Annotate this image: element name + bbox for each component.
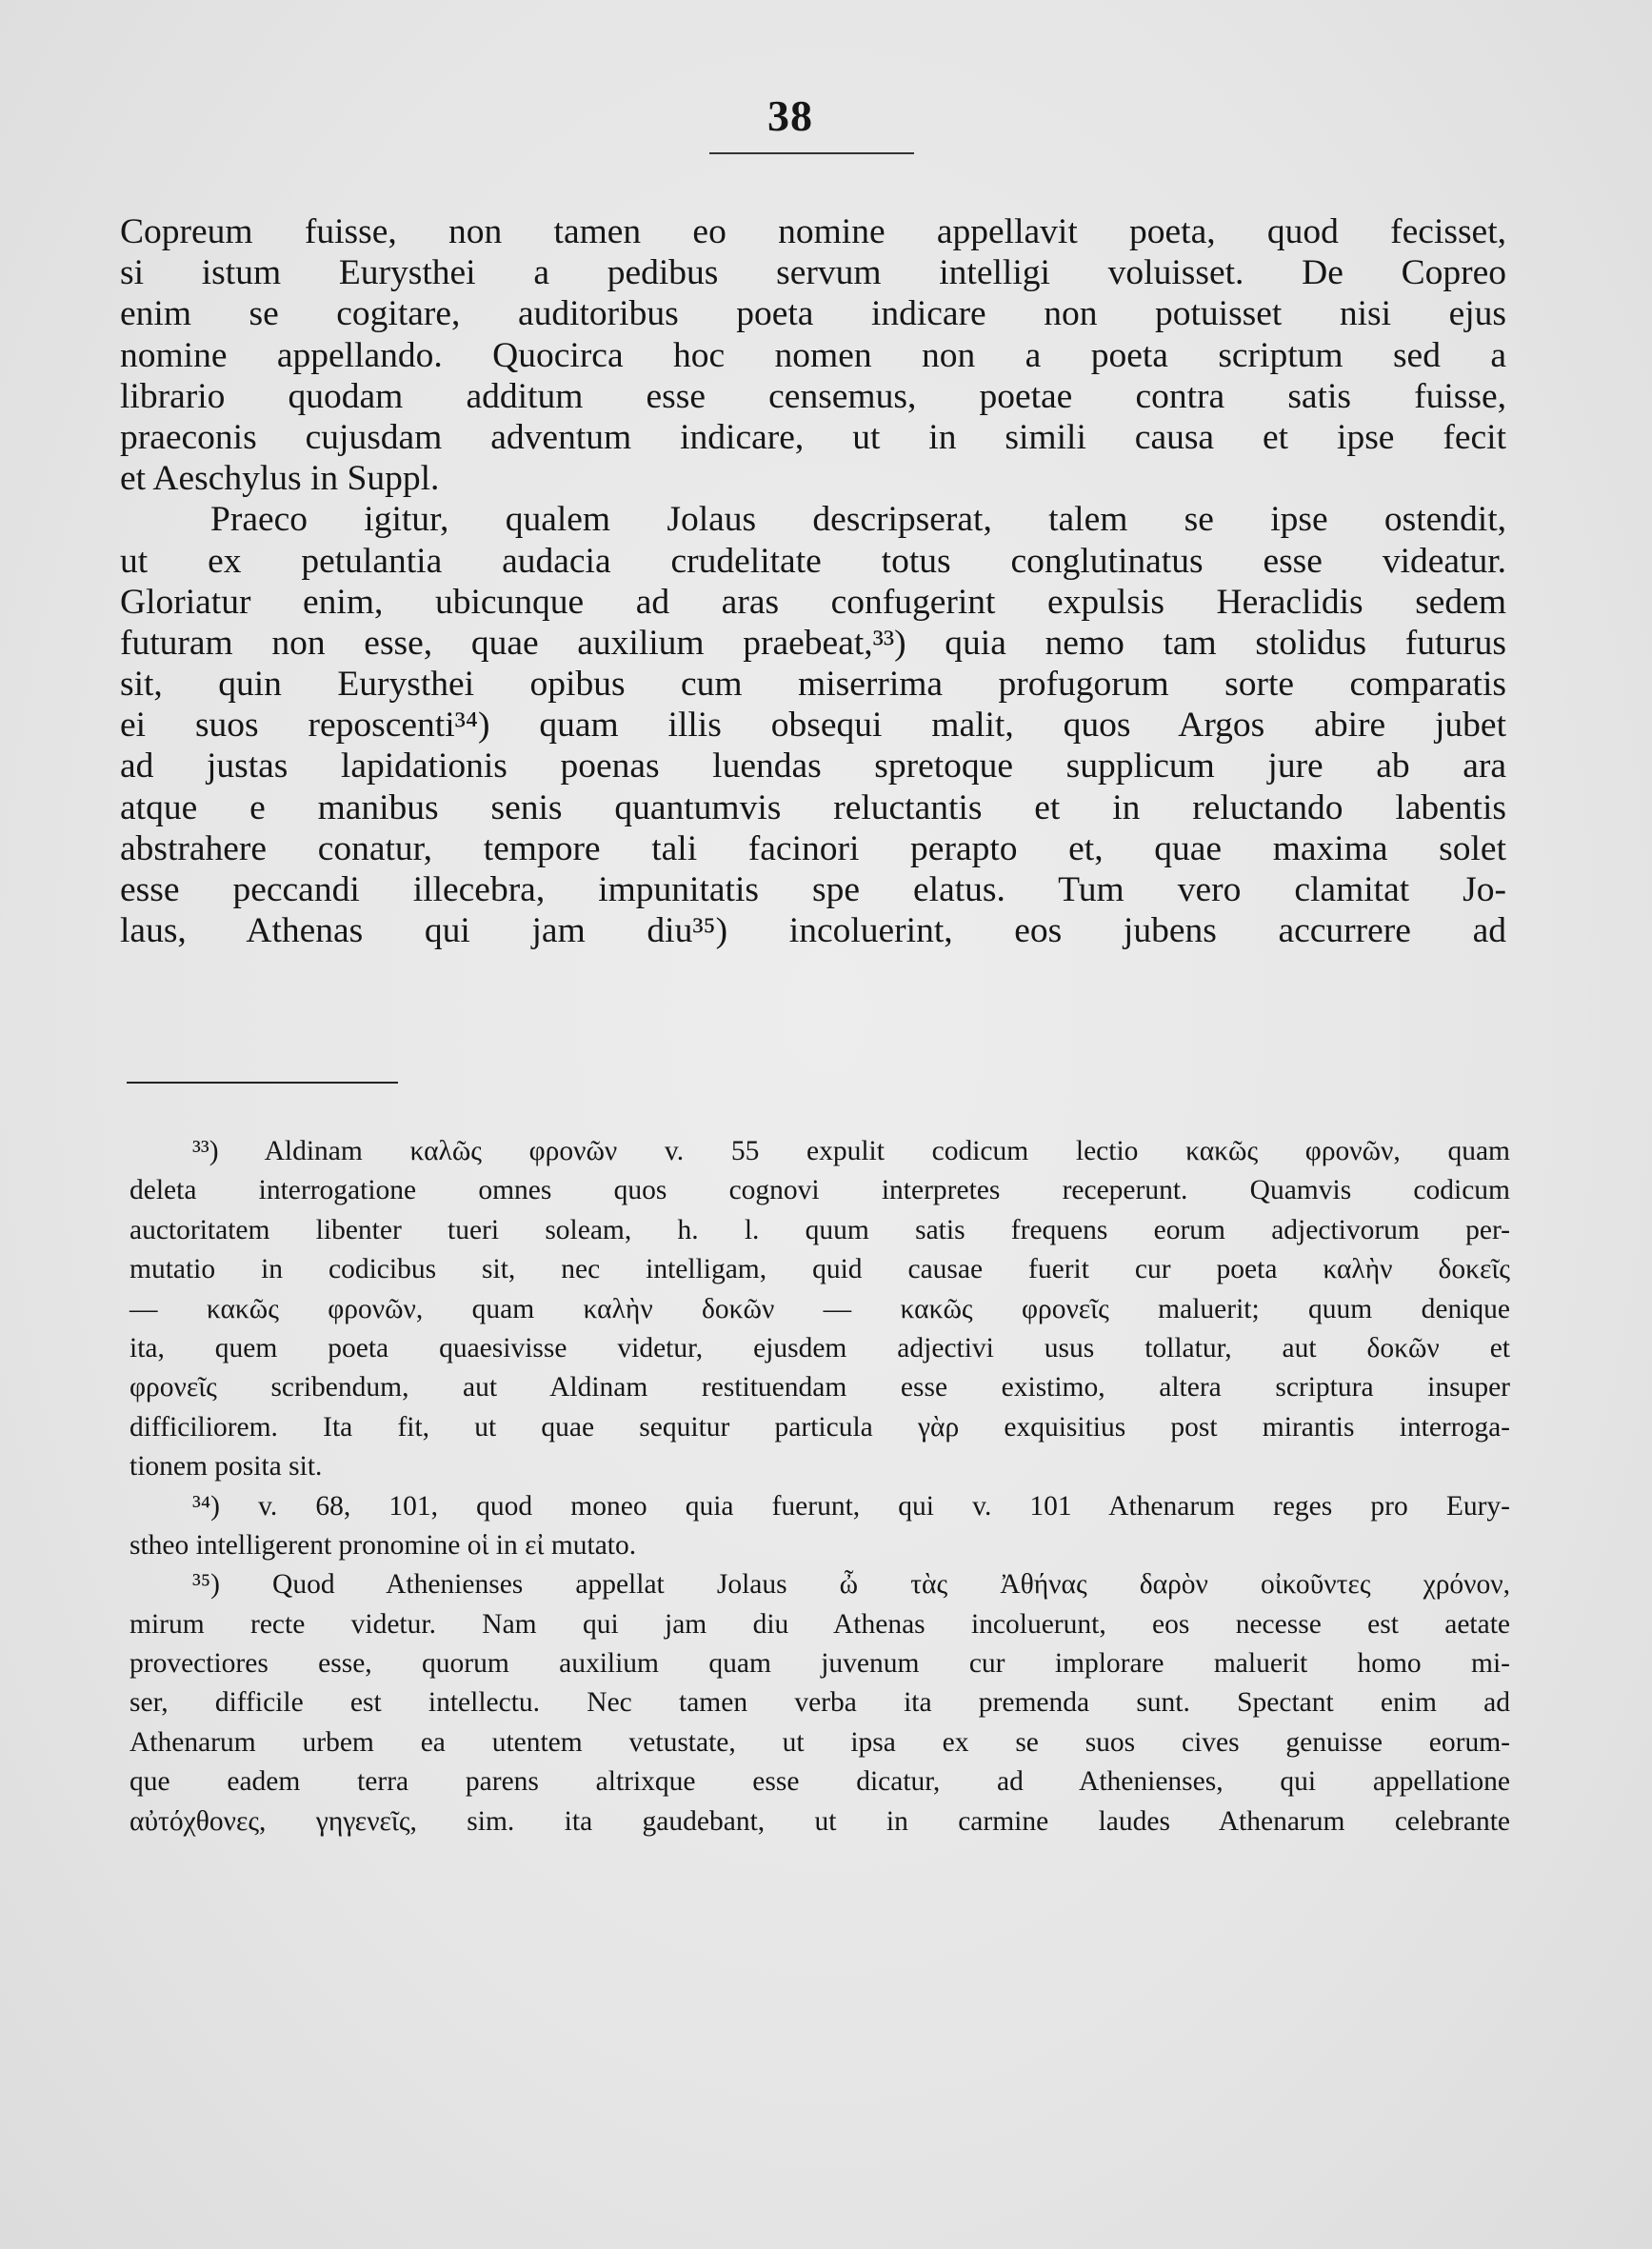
text-line: Gloriatur enim, ubicunque ad aras confugerint expulsis Heraclidis sedem — [120, 582, 1506, 622]
text-line: si istum Eurysthei a pedibus servum intelligi voluisset. De Copreo — [120, 253, 1506, 293]
footnote-line: ³³) Aldinam καλῶς φρονῶν v. 55 expulit codicum lectio κακῶς φρονῶν, quam — [192, 1136, 1510, 1166]
footnote-line: φρονεῖς scribendum, aut Aldinam restituendam esse existimo, altera scriptura insuper — [129, 1372, 1510, 1403]
footnote-line: ³⁵) Quod Athenienses appellat Jolaus ὦ τὰς Ἀθήνας δαρὸν οἰκοῦντες χρόνον, — [192, 1569, 1510, 1601]
footnote-line: provectiores esse, quorum auxilium quam juvenum cur implorare maluerit homo mi- — [129, 1648, 1510, 1680]
text-line: laus, Athenas qui jam diu³⁵) incoluerint, eos jubens accurrere ad — [120, 911, 1506, 951]
footnote-line: ³⁴) v. 68, 101, quod moneo quia fuerunt, qui v. 101 Athenarum reges pro Eury- — [192, 1490, 1510, 1522]
page-number: 38 — [767, 91, 813, 140]
text-line: nomine appellando. Quocirca hoc nomen non a poeta scriptum sed a — [120, 335, 1506, 375]
text-line: sit, quin Eurysthei opibus cum miserrima profugorum sorte comparatis — [120, 665, 1506, 705]
footnote-line: ser, difficile est intellectu. Nec tamen verba ita premenda sunt. Spectant enim ad — [129, 1687, 1510, 1719]
text-line: futuram non esse, quae auxilium praebeat,³³) quia nemo tam stolidus futurus — [120, 623, 1506, 663]
footnotes — [129, 1132, 1510, 1841]
text-line: librario quodam additum esse censemus, poetae contra satis fuisse, — [120, 376, 1506, 416]
footnote-line: Athenarum urbem ea utentem vetustate, ut ipsa ex se suos cives genuisse eorum- — [129, 1726, 1510, 1758]
footnote-line: — κακῶς φρονῶν, quam καλὴν δοκῶν — κακῶς φρονεῖς maluerit; quum denique — [129, 1293, 1510, 1324]
text-line: ei suos reposcenti³⁴) quam illis obsequi malit, quos Argos abire jubet — [120, 706, 1506, 746]
text-line: esse peccandi illecebra, impunitatis spe elatus. Tum vero clamitat Jo- — [120, 870, 1506, 909]
text-line: abstrahere conatur, tempore tali facinori perapto et, quae maxima solet — [120, 828, 1506, 868]
text-line: ad justas lapidationis poenas luendas spretoque supplicum jure ab ara — [120, 746, 1506, 786]
main-text — [120, 211, 1506, 951]
text-line: Copreum fuisse, non tamen eo nomine appellavit poeta, quod fecisset, — [120, 212, 1506, 251]
footnote-line: que eadem terra parens altrixque esse dicatur, ad Athenienses, qui appellatione — [129, 1766, 1510, 1798]
footnote-rule — [127, 1082, 398, 1084]
text-line: enim se cogitare, auditoribus poeta indicare non potuisset nisi ejus — [120, 294, 1506, 334]
footnote-line: tionem posita sit. — [129, 1451, 323, 1483]
text-line: ut ex petulantia audacia crudelitate totus conglutinatus esse videatur. — [120, 541, 1506, 581]
footnote-line: αὐτόχθονες, γηγενεῖς, sim. ita gaudebant, ut in carmine laudes Athenarum celebrante — [129, 1805, 1510, 1837]
text-line: praeconis cujusdam adventum indicare, ut in simili causa et ipse fecit — [120, 417, 1506, 457]
footnote-line: ita, quem poeta quaesivisse videtur, ejusdem adjectivi usus tollatur, aut δοκῶν et — [129, 1332, 1510, 1363]
footnote-line: stheo intelligerent pronomine οἱ in εἰ mutato. — [129, 1529, 637, 1561]
text-line: et Aeschylus in Suppl. — [120, 459, 440, 499]
header-rule — [709, 152, 914, 154]
footnote-line: auctoritatem libenter tueri soleam, h. l. quum satis frequens eorum adjectivorum per- — [129, 1214, 1510, 1245]
footnote-line: deleta interrogatione omnes quos cognovi interpretes receperunt. Quamvis codicum — [129, 1175, 1510, 1206]
footnote-line: mirum recte videtur. Nam qui jam diu Athenas incoluerunt, eos necesse est aetate — [129, 1608, 1510, 1640]
footnote-line: difficiliorem. Ita fit, ut quae sequitur particula γὰρ exquisitius post mirantis interroga- — [129, 1411, 1510, 1443]
text-line: Praeco igitur, qualem Jolaus descripserat, talem se ipse ostendit, — [210, 500, 1506, 540]
text-line: atque e manibus senis quantumvis reluctantis et in reluctando labentis — [120, 787, 1506, 827]
footnote-line: mutatio in codicibus sit, nec intelligam, quid causae fuerit cur poeta καλὴν δοκεῖς — [129, 1254, 1510, 1285]
